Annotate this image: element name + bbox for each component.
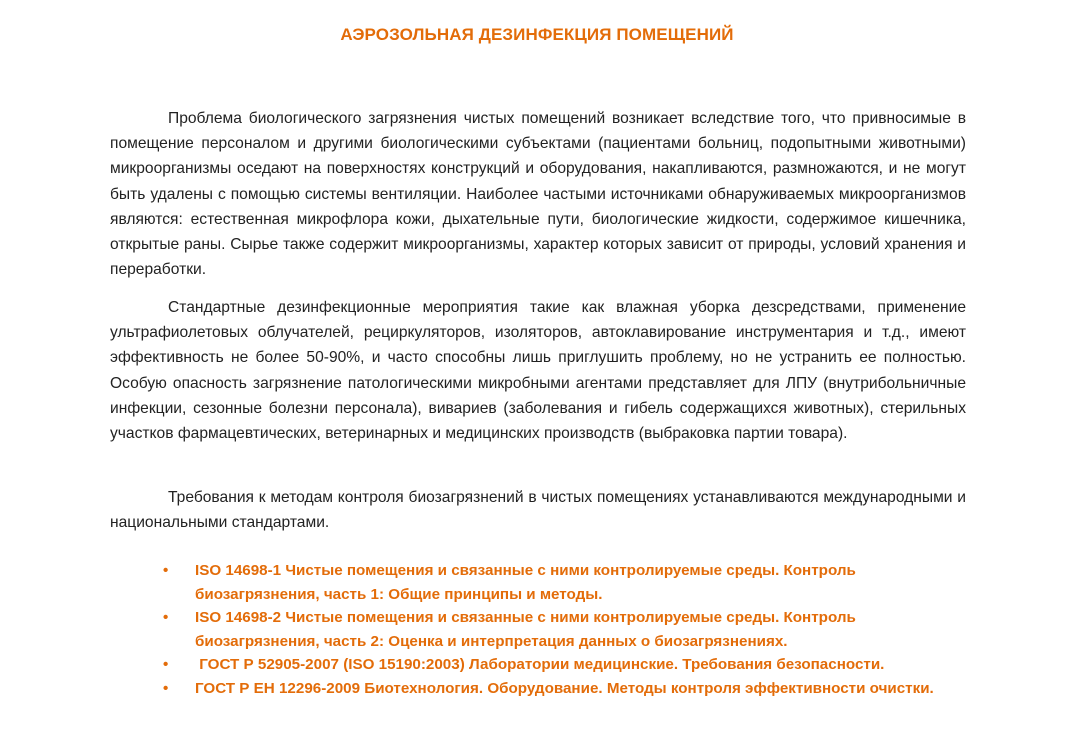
standards-list-item bbox=[110, 559, 950, 606]
standards-list-item bbox=[110, 653, 950, 677]
standard-text-gost-52905: ГОСТ Р 52905-2007 (ISO 15190:2003) Лаборатории медицинские. Требования безопасности. bbox=[195, 656, 885, 673]
paragraph-requirements: Требования к методам контроля биозагрязнений в чистых помещениях устанавливаются международными и национальными стандартами. bbox=[110, 489, 966, 532]
standard-text-iso-14698-1: ISO 14698-1 Чистые помещения и связанные с ними контролируемые среды. Контроль биозагрязнения, часть 1: Общие принципы и методы. bbox=[195, 562, 856, 603]
page-title: АЭРОЗОЛЬНАЯ ДЕЗИНФЕКЦИЯ ПОМЕЩЕНИЙ bbox=[340, 25, 734, 44]
standards-list-item bbox=[110, 606, 950, 653]
bullet-icon: • bbox=[163, 656, 169, 673]
standard-text-iso-14698-2: ISO 14698-2 Чистые помещения и связанные с ними контролируемые среды. Контроль биозагрязнения, часть 2: Оценка и интерпретация данных о биозагрязнениях. bbox=[195, 609, 856, 650]
paragraph-biocontamination-problem: Проблема биологического загрязнения чистых помещений возникает вследствие того, что привносимые в помещение персоналом и другими биологическими субъектами (пациентами больниц, подопытными животными) микроорганизмы оседают на поверхностях конструкций и оборудования, накапливаются, размножаются, и не могут быть удалены с помощью системы вентиляции. Наиболее частыми источниками обнаруживаемых микроорганизмов являются: естественная микрофлора кожи, дыхательные пути, биологические жидкости, содержимое кишечника, открытые раны. Сырье также содержит микроорганизмы, характер которых зависит от природы, условий хранения и переработки. bbox=[110, 110, 966, 279]
bullet-icon: • bbox=[163, 679, 169, 697]
standards-list bbox=[110, 559, 950, 700]
bullet-icon: • bbox=[163, 562, 169, 579]
standards-list-item bbox=[110, 677, 950, 701]
standard-text-gost-12296: ГОСТ Р ЕН 12296-2009 Биотехнология. Оборудование. Методы контроля эффективности очистки. bbox=[195, 679, 934, 697]
paragraph-standard-disinfection: Стандартные дезинфекционные мероприятия такие как влажная уборка дезсредствами, применение ультрафиолетовых облучателей, рециркуляторов, изоляторов, автоклавирование инструментария и т.д., имеют эффективность не более 50-90%, и часто способны лишь приглушить проблему, но не устранить ее полностью. Особую опасность загрязнение патологическими микробными агентами представляет для ЛПУ (внутрибольничные инфекции, сезонные болезни персонала), вивариев (заболевания и гибель содержащихся животных), стерильных участков фармацевтических, ветеринарных и медицинских производств (выбраковка партии товара). bbox=[110, 299, 966, 443]
bullet-icon: • bbox=[163, 609, 169, 626]
